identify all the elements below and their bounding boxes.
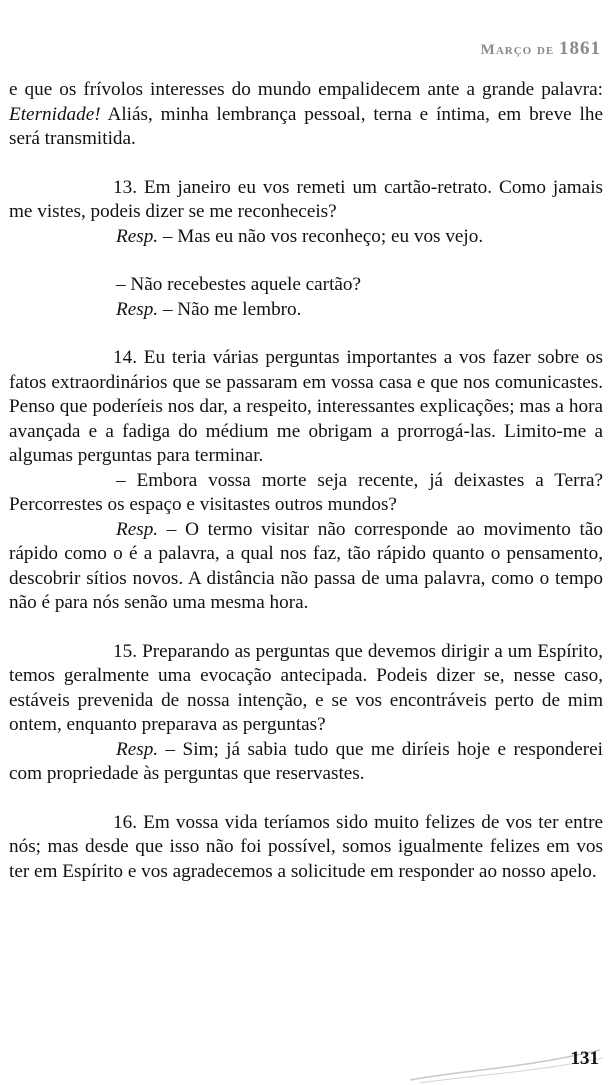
emphasis: Eternidade! <box>9 103 101 125</box>
answer-text: – O termo visitar não corresponde ao movimento tão rápido como o é a palavra, a qual nos faz, tão rápido quanto o pensamento, descobrir sítios novos. A distância não passa de uma palavra, como o tempo não é para nós senão uma mesma hora. <box>9 518 603 613</box>
header-year: 1861 <box>559 38 601 59</box>
answer-13 <box>9 225 603 250</box>
answer-14b <box>9 518 603 616</box>
resp-label: Resp. <box>116 518 159 540</box>
question-14b: – Embora vossa morte seja recente, já deixastes a Terra? Percorrestes os espaço e visitastes outros mundos? <box>9 469 603 515</box>
question-13: 13. Em janeiro eu vos remeti um cartão-retrato. Como jamais me vistes, podeis dizer se me reconheceis? <box>9 176 603 222</box>
paragraph <box>9 78 603 152</box>
resp-label: Resp. <box>116 298 159 320</box>
question-14: 14. Eu teria várias perguntas importantes a vos fazer sobre os fatos extraordinários que se passaram em vossa casa e que nos comunicastes. Penso que poderíeis nos dar, a respeito, interessantes explicações; mas a hora avançada e a fadiga do médium me obrigam a prorrogá-las. Limito-me a algumas perguntas para terminar. <box>9 347 603 466</box>
body-text <box>9 78 603 884</box>
paragraph-text: e que os frívolos interesses do mundo empalidecem ante a grande palavra: <box>9 79 603 100</box>
answer-text: – Mas eu não vos reconheço; eu vos vejo. <box>158 225 484 247</box>
answer-13b <box>9 298 603 323</box>
page-number: 131 <box>570 1048 599 1069</box>
question-13b: – Não recebestes aquele cartão? <box>116 274 362 295</box>
paragraph-text: Aliás, minha lembrança pessoal, terna e íntima, em breve lhe será transmitida. <box>9 103 603 149</box>
answer-text: – Não me lembro. <box>158 298 302 320</box>
question-16: 16. Em vossa vida teríamos sido muito felizes de vos ter entre nós; mas desde que isso não foi possível, somos igualmente felizes em vos ter em Espírito e vos agradecemos a solicitude em responder ao nosso apelo. <box>9 811 603 882</box>
answer-text: – Sim; já sabia tudo que me diríeis hoje e responderei com propriedade às perguntas que reservastes. <box>9 738 603 784</box>
question-15: 15. Preparando as perguntas que devemos dirigir a um Espírito, temos geralmente uma evocação antecipada. Podeis dizer se, nesse caso, estáveis prevenida de nossa intenção, e se vos encontráveis perto de mim ontem, enquanto preparava as perguntas? <box>9 640 603 735</box>
resp-label: Resp. <box>116 738 159 760</box>
running-header <box>481 38 601 60</box>
header-month: Março de <box>480 42 555 58</box>
resp-label: Resp. <box>116 225 159 247</box>
answer-15 <box>9 738 603 787</box>
